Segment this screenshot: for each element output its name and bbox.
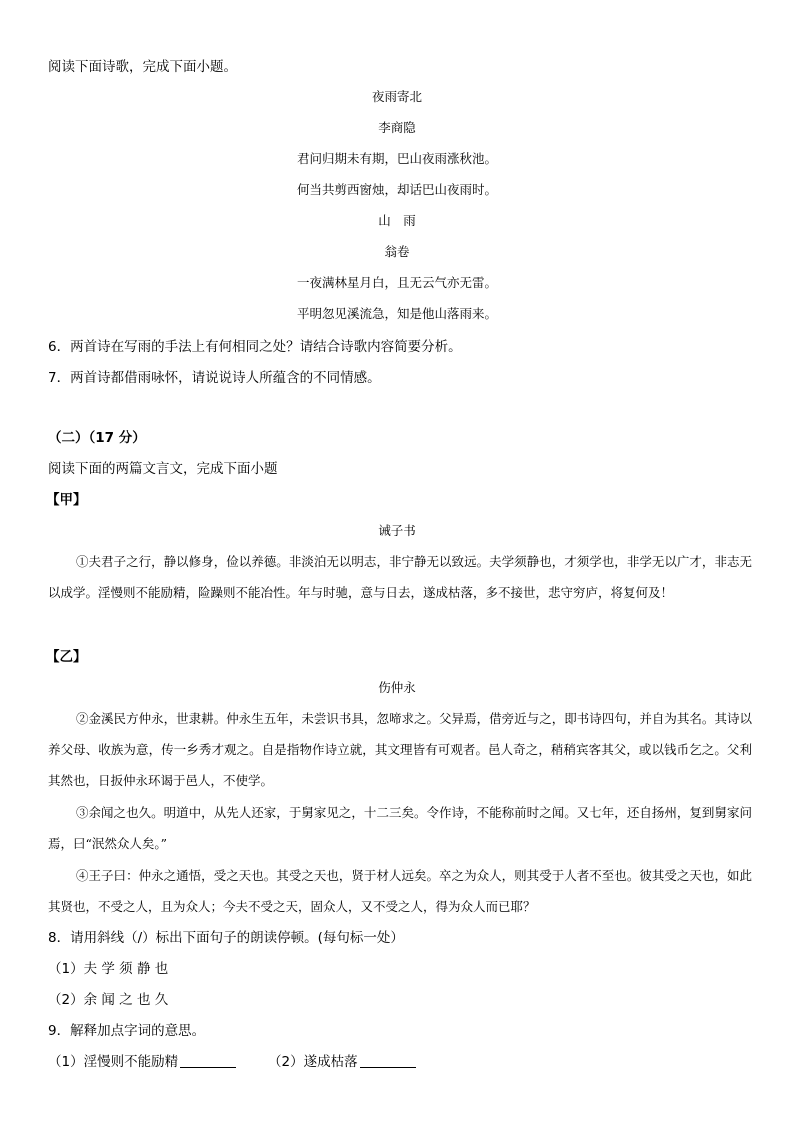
poem2-line-2: 平明忽见溪流急，知是他山落雨来。 [296, 306, 497, 321]
answer-blank-9-2[interactable] [360, 1053, 416, 1068]
poem2-title: 山 雨 [378, 213, 416, 228]
part-b-paragraph-3: ③余闻之也久。明道中，从先人还家，于舅家见之，十二三矣。令作诗，不能称前时之闻。又七年，还自扬州，复到舅家问焉，曰“泯然众人矣。” [48, 805, 752, 851]
part-b-paragraph-2: ②金溪民方仲永，世隶耕。仲永生五年，未尝识书具，忽啼求之。父异焉，借旁近与之，即书诗四句，并自为其名。其诗以养父母、收族为意，传一乡秀才观之。自是指物作诗立就，其文理皆有可观者。邑人奇之，稍稍宾客其父，或以钱币乞之。父利其然也，日扳仲永环谒于邑人，不使学。 [48, 711, 752, 788]
part-b-title: 伤仲永 [378, 680, 416, 695]
question-9-item-2-text: （2）遂成枯落 [268, 1054, 358, 1070]
question-7: 7．两首诗都借雨咏怀，请说说诗人所蕴含的不同情感。 [48, 370, 381, 386]
question-6: 6．两首诗在写雨的手法上有何相同之处？请结合诗歌内容简要分析。 [48, 339, 462, 355]
poem1-line-2: 何当共剪西窗烛，却话巴山夜雨时。 [296, 182, 497, 197]
part-a-label: 【甲】 [46, 492, 87, 508]
part-a-title: 诫子书 [378, 523, 416, 538]
part-b-paragraph-4: ④王子曰：仲永之通悟，受之天也。其受之天也，贤于材人远矣。卒之为众人，则其受于人者不至也。彼其受之天也，如此其贤也，不受之人，且为众人；今夫不受之天，固众人，又不受之人，得为众人而已耶？ [48, 868, 752, 914]
question-8-item-2: （2）余 闻 之 也 久 [48, 992, 169, 1008]
question-9-item-2 [268, 1053, 416, 1071]
poem1-line-1: 君问归期未有期，巴山夜雨涨秋池。 [296, 151, 497, 166]
poem1-title: 夜雨寄北 [371, 89, 422, 104]
section-2-header: （二）（17 分） [48, 430, 146, 446]
question-8: 8．请用斜线（/）标出下面句子的朗读停顿。(每句标一处） [48, 930, 404, 946]
question-9: 9．解释加点字词的意思。 [48, 1023, 206, 1039]
question-8-item-1: （1）夫 学 须 静 也 [48, 961, 169, 977]
answer-blank-9-1[interactable] [180, 1053, 236, 1068]
poetry-instruction: 阅读下面诗歌，完成下面小题。 [48, 59, 237, 75]
question-9-item-1 [48, 1053, 236, 1071]
poem2-author: 翁卷 [384, 244, 410, 259]
part-a-text: ①夫君子之行，静以修身，俭以养德。非淡泊无以明志，非宁静无以致远。夫学须静也，才须学也，非学无以广才，非志无以成学。淫慢则不能励精，险躁则不能冶性。年与时驰，意与日去，遂成枯落，多不接世，悲守穷庐，将复何及！ [48, 554, 752, 600]
poem2-line-1: 一夜满林星月白，且无云气亦无雷。 [296, 275, 497, 290]
part-b-label: 【乙】 [46, 649, 87, 665]
classical-instruction: 阅读下面的两篇文言文，完成下面小题 [48, 461, 278, 477]
question-9-item-1-text: （1）淫慢则不能励精 [48, 1054, 179, 1070]
poem1-author: 李商隐 [378, 120, 416, 135]
